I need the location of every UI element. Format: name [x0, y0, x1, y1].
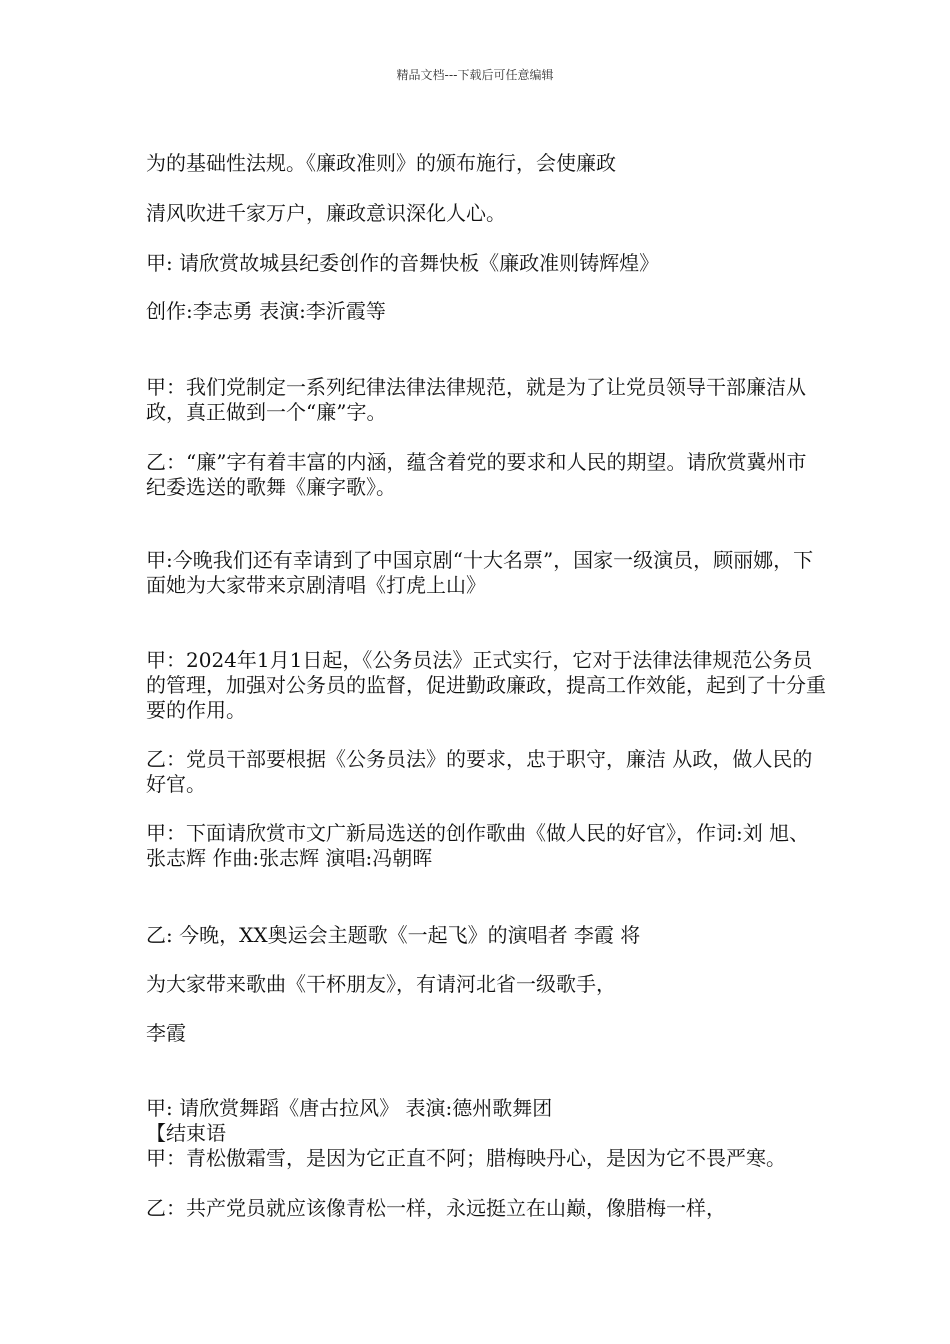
- section-heading: 【结束语: [146, 1121, 226, 1145]
- page-header: 精品文档---下载后可任意编辑: [396, 68, 554, 82]
- text-line: 甲: 请欣赏舞蹈《唐古拉风》 表演:德州歌舞团: [146, 1096, 553, 1120]
- text-line: 为大家带来歌曲《干杯朋友》，有请河北省一级歌手，: [146, 972, 616, 996]
- dialogue-paragraph: 甲:今晚我们还有幸请到了中国京剧“十大名票”，国家一级演员，顾丽娜，下面她为大家带来京剧清唱《打虎上山》: [146, 548, 814, 597]
- dialogue-paragraph: 甲：2024年1月1日起，《公务员法》正式实行，它对于法律法律规范公务员的管理，加强对公务员的监督，促进勤政廉政，提高工作效能，起到了十分重要的作用。: [146, 648, 826, 722]
- dialogue-paragraph: 甲：下面请欣赏市文广新局选送的创作歌曲《做人民的好官》，作词:刘 旭、张志辉 作曲:张志辉 演唱:冯朝晖: [146, 821, 810, 870]
- text-line: 李霞: [146, 1021, 186, 1045]
- text-line: 甲: 请欣赏故城县纪委创作的音舞快板《廉政准则铸辉煌》: [146, 251, 660, 275]
- dialogue-paragraph: 乙：“廉”字有着丰富的内涵，蕴含着党的要求和人民的期望。请欣赏冀州市纪委选送的歌舞《廉字歌》。: [146, 450, 807, 499]
- dialogue-paragraph: 甲：我们党制定一系列纪律法律法律规范，就是为了让党员领导干部廉洁从政，真正做到一个“廉”字。: [146, 375, 806, 424]
- text-line: 为的基础性法规。《廉政准则》的颁布施行，会使廉政: [146, 151, 616, 175]
- closing-paragraph: 甲：青松傲霜雪，是因为它正直不阿；腊梅映丹心，是因为它不畏严寒。: [146, 1146, 786, 1170]
- text-line: 清风吹进千家万户，廉政意识深化人心。: [146, 201, 506, 225]
- text-line: 创作:李志勇 表演:李沂霞等: [146, 299, 386, 323]
- dialogue-paragraph: 乙：党员干部要根据《公务员法》的要求，忠于职守，廉洁 从政，做人民的好官。: [146, 747, 813, 796]
- text-line: 乙: 今晚，XX奥运会主题歌《一起飞》的演唱者 李霞 将: [146, 923, 641, 947]
- closing-paragraph: 乙：共产党员就应该像青松一样，永远挺立在山巅，像腊梅一样，: [146, 1196, 726, 1220]
